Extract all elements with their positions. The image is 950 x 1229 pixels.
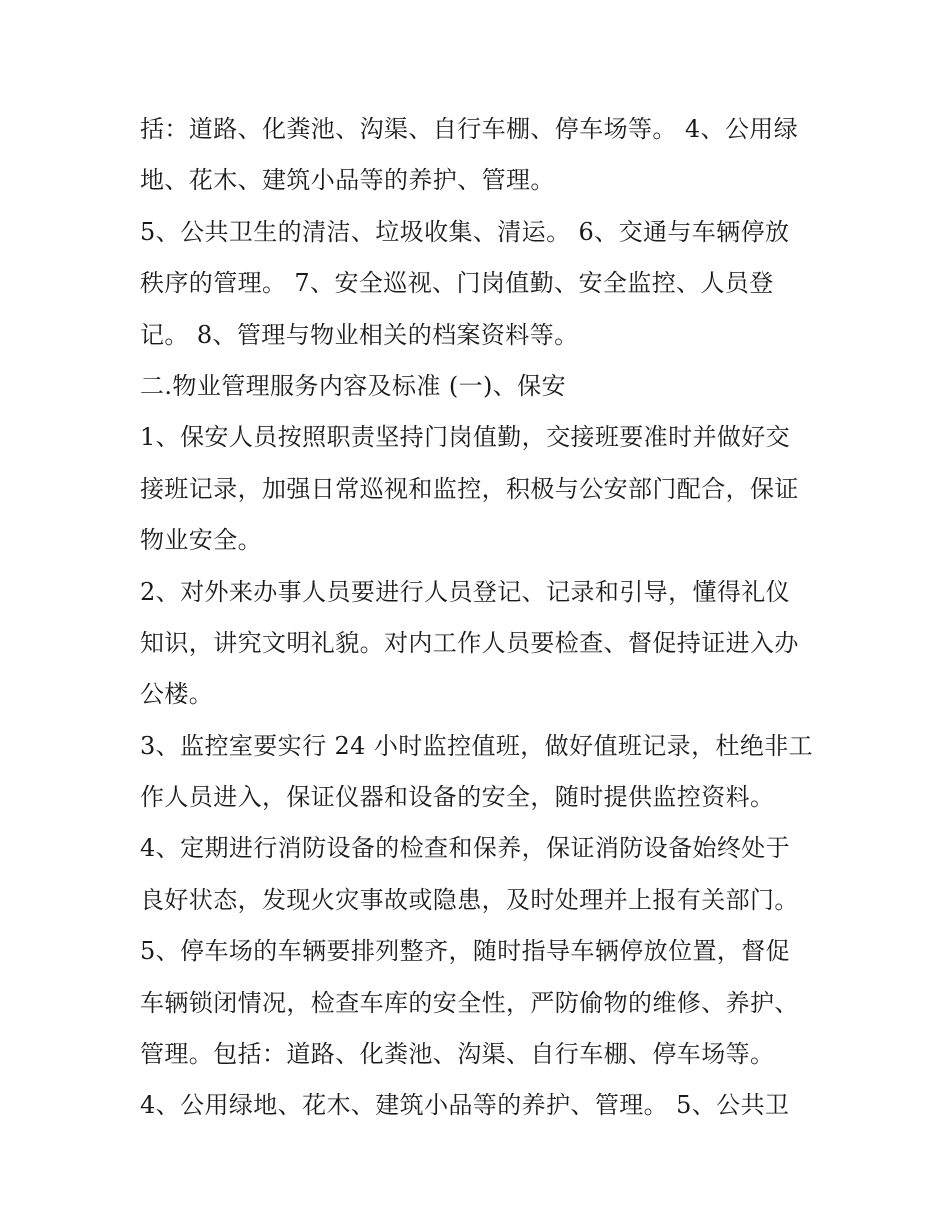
text-line: 5、公共卫生的清洁、垃圾收集、清运。 6、交通与车辆停放 [140, 217, 790, 246]
text-line: 物业安全。 [140, 526, 262, 555]
text-line: 3、监控室要实行 24 小时监控值班，做好值班记录，杜绝非工 [140, 731, 814, 760]
text-line: 2、对外来办事人员要进行人员登记、记录和引导，懂得礼仪 [140, 577, 791, 606]
text-line: 知识，讲究文明礼貌。对内工作人员要检查、督促持证进入办 [140, 628, 799, 657]
text-line: 括：道路、化粪池、沟渠、自行车棚、停车场等。 4、公用绿 [140, 115, 799, 143]
text-line: 记。 8、管理与物业相关的档案资料等。 [140, 320, 579, 349]
text-line: 5、停车场的车辆要排列整齐，随时指导车辆停放位置，督促 [140, 937, 791, 966]
text-line: 4、定期进行消防设备的检查和保养，保证消防设备始终处于 [140, 834, 791, 863]
text-line: 公楼。 [140, 680, 214, 709]
text-line: 1、保安人员按照职责坚持门岗值勤，交接班要准时并做好交 [140, 423, 791, 452]
text-line: 作人员进入，保证仪器和设备的安全，随时提供监控资料。 [140, 783, 775, 812]
document-body [140, 104, 820, 1132]
text-line: 管理。包括：道路、化粪池、沟渠、自行车棚、停车场等。 [140, 1040, 775, 1069]
text-line: 地、花木、建筑小品等的养护、管理。 [140, 166, 555, 195]
section-heading: 二.物业管理服务内容及标准 (一)、保安 [140, 371, 566, 400]
text-line: 良好状态，发现火灾事故或隐患，及时处理并上报有关部门。 [140, 885, 799, 914]
text-line: 接班记录，加强日常巡视和监控，积极与公安部门配合，保证 [140, 474, 799, 503]
text-line: 车辆锁闭情况，检查车库的安全性，严防偷物的维修、养护、 [140, 988, 799, 1017]
text-line: 秩序的管理。 7、安全巡视、门岗值勤、安全监控、人员登 [140, 269, 774, 298]
text-line: 4、公用绿地、花木、建筑小品等的养护、管理。 5、公共卫 [140, 1091, 790, 1120]
